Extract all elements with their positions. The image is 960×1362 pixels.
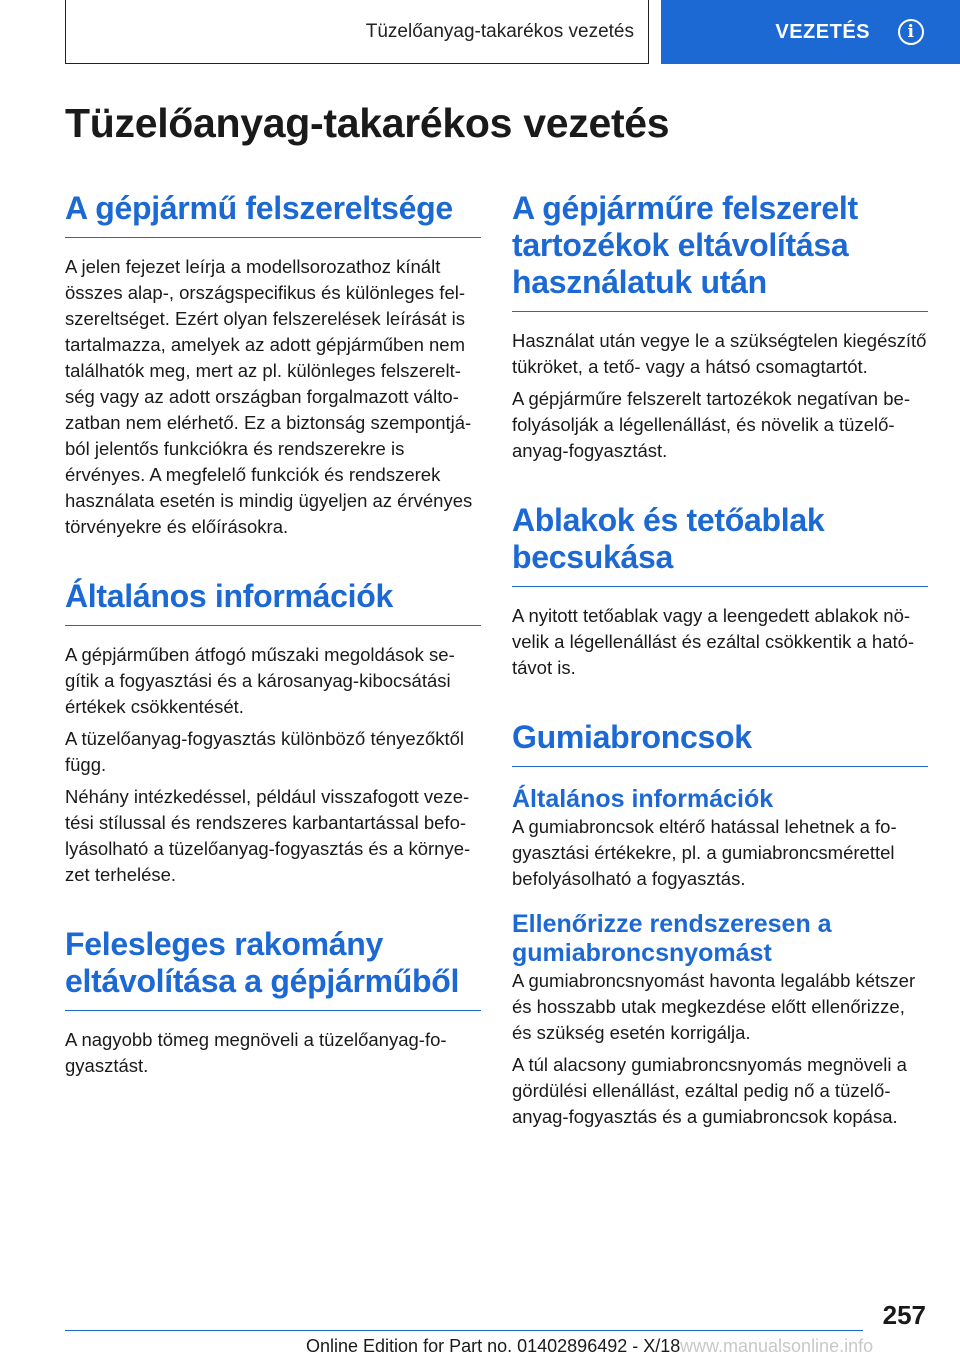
paragraph: A gépjárműre felszerelt tartozékok negatívan befolyásolják a légellenállást, és növelik a tüzelőanyag-fogyasztást.	[512, 388, 910, 461]
section-label: VEZETÉS	[775, 20, 870, 43]
watermark-site: www.manualsonline.info	[680, 1336, 874, 1356]
chapter-title: Tüzelőanyag-takarékos vezetés	[365, 20, 634, 42]
edition-note: Online Edition for Part no. 01402896492 - X/18	[306, 1336, 681, 1356]
paragraph: A nagyobb tömeg megnöveli a tüzelőanyag-fogyasztást.	[65, 1029, 447, 1076]
subheading-general-info: Általános információk	[512, 785, 774, 813]
footer-divider	[65, 1330, 863, 1331]
section-heading-remove-accessories: A gépjárműre felszerelt tartozékok eltávolítása használatuk után	[512, 190, 928, 312]
page-title: Tüzelőanyag-takarékos vezetés	[65, 100, 670, 146]
section-heading-general-info: Általános információk	[65, 578, 481, 626]
paragraph: A nyitott tetőablak vagy a leengedett ablakok növelik a légellenállást és ezáltal csökkentik a hatótávot is.	[512, 605, 915, 678]
left-column	[65, 190, 481, 1079]
section-tab[interactable]	[661, 0, 960, 64]
paragraph: Néhány intézkedéssel, például visszafogott vezetési stílussal és rendszeres karbantartással befolyásolható a tüzelőanyag-fogyasztás és a környezet terhelése.	[65, 786, 471, 885]
paragraph: A túl alacsony gumiabroncsnyomás megnöveli a gördülési ellenállást, ezáltal pedig nő a tüzelőanyag-fogyasztás és a gumiabroncsok kopása.	[512, 1054, 907, 1127]
section-heading-equipment: A gépjármű felszereltsége	[65, 190, 481, 238]
chapter-header	[65, 0, 649, 64]
paragraph: A gumiabroncsnyomást havonta legalább kétszer és hosszabb utak megkezdése előtt ellenőrizze, és szükség esetén korrigálja.	[512, 970, 916, 1043]
section-heading-close-windows: Ablakok és tetőablak becsukása	[512, 502, 928, 587]
paragraph: Használat után vegye le a szükségtelen kiegészítő tükröket, a tető- vagy a hátsó csomagtartót.	[512, 330, 927, 377]
subheading-check-tire-pressure: Ellenőrizze rendszeresen a gumiabroncsnyomást	[512, 910, 832, 967]
page-number: 257	[882, 1300, 926, 1330]
paragraph: A tüzelőanyag-fogyasztás különböző tényezőktől függ.	[65, 728, 465, 775]
section-heading-tires: Gumiabroncsok	[512, 719, 928, 767]
section-heading-remove-load: Felesleges rakomány eltávolítása a gépjárműből	[65, 926, 481, 1011]
info-icon[interactable]: i	[898, 19, 924, 45]
paragraph: A gumiabroncsok eltérő hatással lehetnek a fogyasztási értékekre, pl. a gumiabroncsmérettel befolyásolható a fogyasztás.	[512, 816, 897, 889]
paragraph: A gépjárműben átfogó műszaki megoldások segítik a fogyasztási és a károsanyag-kibocsátási értékek csökkentését.	[65, 644, 455, 717]
paragraph: A jelen fejezet leírja a modellsorozathoz kínált összes alap-, országspecifikus és különleges felszereltséget. Ezért olyan felszerelések leírását is tartalmazza, amelyek az adott gépjárműben nem találhatók meg, mert az pl. különleges felszereltség vagy az adott országban forgalmazott változatban nem elérhető. Ez a biztonság szempontjából jelentős funkciókra és rendszerekre is érvényes. A megfelelő funkciók és rendszerek használata esetén is mindig ügyeljen az érvényes törvényekre és előírásokra.	[65, 256, 473, 537]
right-column	[512, 190, 928, 1130]
